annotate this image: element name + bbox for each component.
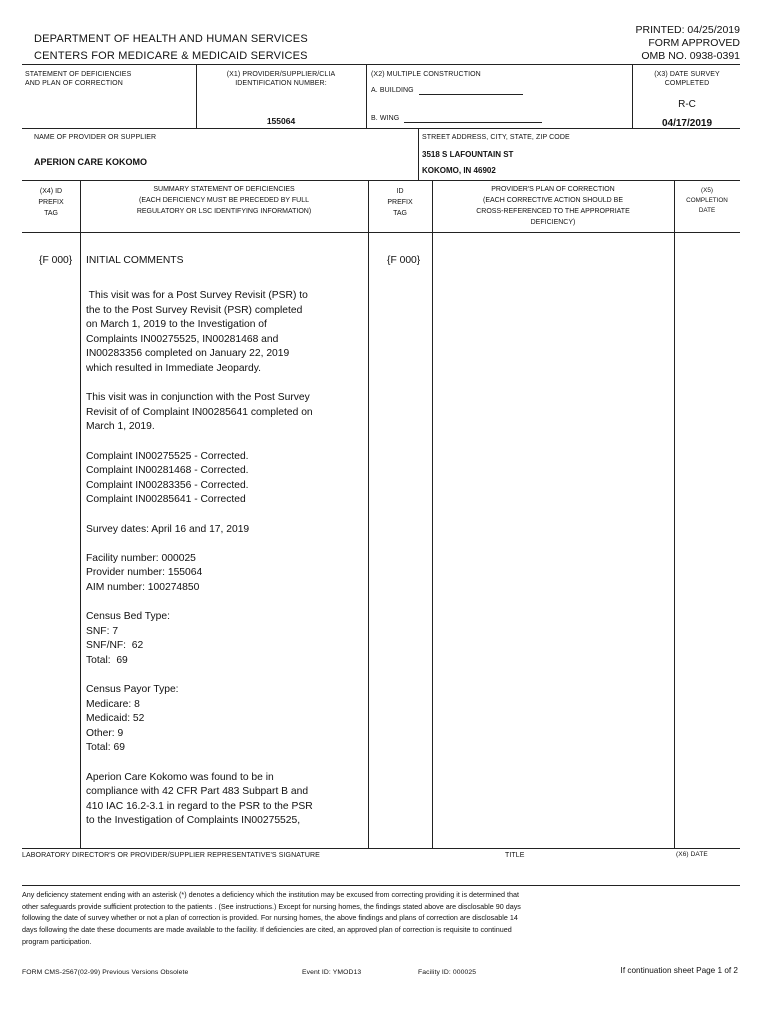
comment-line: March 1, 2019. [86, 421, 155, 433]
agency-title: CENTERS FOR MEDICARE & MEDICAID SERVICES [34, 50, 308, 62]
building-field: A. BUILDING [371, 86, 523, 95]
comment-line: to the Investigation of Complaints IN00275525, [86, 815, 301, 827]
wing-blank [404, 114, 542, 123]
building-blank [419, 86, 523, 95]
divider [22, 848, 740, 849]
title-label: TITLE [505, 852, 525, 859]
x4-id-prefix-header: (X4) ID PREFIX TAG [38, 188, 64, 217]
comment-paragraph [86, 552, 364, 596]
comment-line: Complaints IN00275525, IN00281468 and [86, 333, 279, 345]
comment-line: Medicare: 8 [86, 698, 140, 710]
divider [22, 232, 740, 233]
id-prefix-header: ID PREFIX TAG [387, 188, 413, 217]
divider [80, 180, 81, 848]
date-survey-label: (X3) DATE SURVEY COMPLETED [654, 71, 720, 87]
provider-name-label: NAME OF PROVIDER OR SUPPLIER [34, 134, 157, 141]
form-number: FORM CMS-2567(02-99) Previous Versions Obsolete [22, 969, 189, 976]
event-id: Event ID: YMOD13 [302, 969, 362, 976]
comment-paragraph [86, 391, 364, 435]
disclaimer-line: days following the date these documents are made available to the facility. If deficiencies are cited, an approved plan of correction is requisite to continued [22, 925, 512, 935]
printed-date: PRINTED: 04/25/2019 [635, 24, 740, 36]
comment-line: Complaint IN00283356 - Corrected. [86, 479, 249, 491]
disclaimer-line: following the date of survey whether or not a plan of correction is provided. For nursing homes, the above findings and plans of correction are disclosable 14 [22, 913, 518, 923]
comment-line: 410 IAC 16.2-3.1 in regard to the PSR to the PSR [86, 800, 313, 812]
comment-line: Complaint IN00275525 - Corrected. [86, 450, 249, 462]
divider [22, 885, 740, 886]
comment-paragraph [86, 289, 364, 377]
comment-line: This visit was for a Post Survey Revisit (PSR) to [86, 290, 308, 301]
comment-line: the to the Post Survey Revisit (PSR) completed [86, 304, 303, 316]
street-address: 3518 S LAFOUNTAIN ST [422, 150, 514, 159]
comment-line: Survey dates: April 16 and 17, 2019 [86, 523, 250, 535]
comment-line: Revisit of of Complaint IN00285641 completed on [86, 406, 313, 418]
comment-line: Aperion Care Kokomo was found to be in [86, 771, 274, 783]
comment-line: Facility number: 000025 [86, 552, 196, 564]
comment-line: Provider number: 155064 [86, 567, 203, 579]
divider [366, 64, 367, 128]
plan-of-correction-header: PROVIDER'S PLAN OF CORRECTION (EACH CORRECTIVE ACTION SHOULD BE CROSS-REFERENCED TO THE APPROPRIATE DEFICIENCY) [476, 186, 630, 226]
provider-id-number: 155064 [266, 116, 296, 126]
address-label: STREET ADDRESS, CITY, STATE, ZIP CODE [422, 134, 570, 141]
statement-label: STATEMENT OF DEFICIENCIES AND PLAN OF CORRECTION [25, 71, 132, 87]
comment-line: AIM number: 100274850 [86, 581, 200, 593]
facility-id: Facility ID: 000025 [418, 969, 477, 976]
disclaimer-text [22, 889, 742, 948]
wing-field: B. WING [371, 114, 542, 123]
divider [418, 128, 419, 180]
comment-line: IN00283356 completed on January 22, 2019 [86, 348, 290, 360]
provider-name: APERION CARE KOKOMO [34, 157, 148, 167]
divider [632, 64, 633, 128]
omb-number: OMB NO. 0938-0391 [641, 50, 740, 62]
summary-statement-header: SUMMARY STATEMENT OF DEFICIENCIES (EACH DEFICIENCY MUST BE PRECEDED BY FULL REGULATORY OR LSC IDENTIFYING INFORMATION) [136, 186, 312, 215]
comment-line: Census Bed Type: [86, 611, 170, 623]
comment-line: Complaint IN00285641 - Corrected [86, 494, 246, 506]
form-approved: FORM APPROVED [648, 37, 740, 49]
entry-title: INITIAL COMMENTS [86, 255, 184, 266]
comment-line: Complaint IN00281468 - Corrected. [86, 465, 249, 477]
city-state-zip: KOKOMO, IN 46902 [422, 166, 496, 175]
comment-line: Census Payor Type: [86, 684, 179, 696]
comment-paragraph [86, 610, 364, 668]
comment-paragraph [86, 523, 364, 538]
survey-type: R-C [678, 99, 696, 110]
comment-line: SNF/NF: 62 [86, 640, 144, 652]
signature-label: LABORATORY DIRECTOR'S OR PROVIDER/SUPPLIER REPRESENTATIVE'S SIGNATURE [22, 852, 320, 859]
divider [368, 180, 369, 848]
divider [674, 180, 675, 848]
comment-line: which resulted in Immediate Jeopardy. [86, 362, 261, 374]
comment-line: This visit was in conjunction with the Post Survey [86, 392, 310, 404]
comment-line: Total: 69 [86, 742, 125, 754]
comment-line: Total: 69 [86, 654, 128, 666]
comment-line: SNF: 7 [86, 625, 119, 637]
comment-line: on March 1, 2019 to the Investigation of [86, 319, 267, 331]
disclaimer-line: other safeguards provide sufficient protection to the patients . (See instructions.) Except for nursing homes, the findings stated above are disclosable 90 days [22, 901, 521, 911]
comment-line: Medicaid: 52 [86, 713, 145, 725]
provider-id-label: (X1) PROVIDER/SUPPLIER/CLIA IDENTIFICATION NUMBER: [226, 71, 336, 87]
comment-line: Other: 9 [86, 727, 124, 739]
tag-left: {F 000} [39, 255, 73, 266]
disclaimer-line: Any deficiency statement ending with an asterisk (*) denotes a deficiency which the institution may be excused from correcting providing it is determined that [22, 890, 519, 899]
completion-date-header: (X5) COMPLETION DATE [686, 187, 728, 214]
survey-date: 04/17/2019 [661, 118, 713, 129]
entry-body [86, 289, 364, 844]
divider [22, 128, 740, 129]
signature-date-label: (X6) DATE [676, 851, 708, 858]
page-indicator: If continuation sheet Page 1 of 2 [620, 966, 738, 975]
disclaimer-line: program participation. [22, 936, 92, 946]
department-title: DEPARTMENT OF HEALTH AND HUMAN SERVICES [34, 33, 308, 45]
tag-right: {F 000} [387, 255, 421, 266]
multiple-construction-label: (X2) MULTIPLE CONSTRUCTION [371, 71, 481, 78]
divider [432, 180, 433, 848]
divider [22, 180, 740, 181]
comment-paragraph [86, 683, 364, 756]
comment-line: compliance with 42 CFR Part 483 Subpart B and [86, 786, 309, 798]
comment-paragraph [86, 450, 364, 508]
comment-paragraph [86, 771, 364, 829]
